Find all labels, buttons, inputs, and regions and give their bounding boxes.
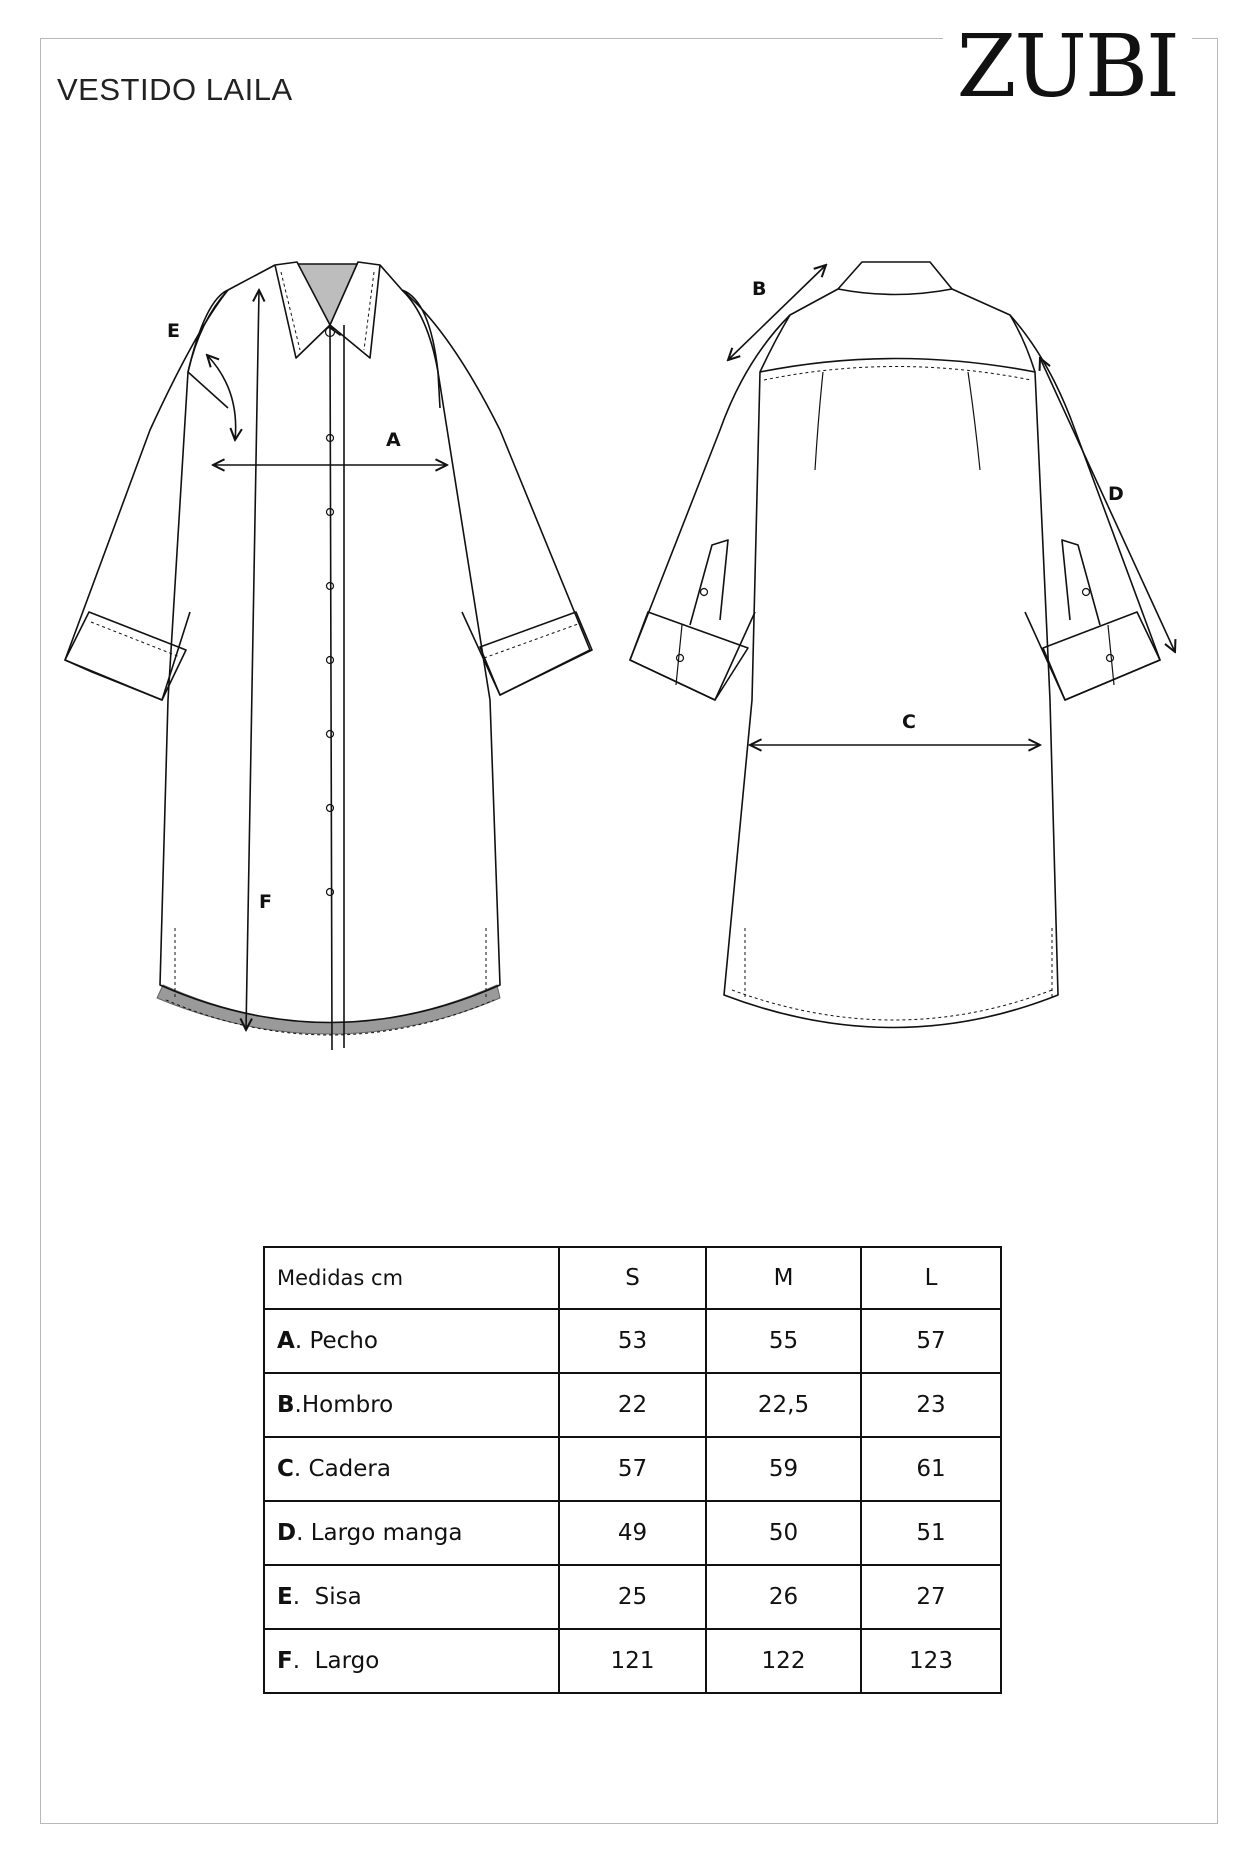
back-left-cuff <box>630 612 748 700</box>
cell-size-m: 26 <box>706 1565 861 1629</box>
cell-size-s: 22 <box>559 1373 706 1437</box>
row-sep: . <box>292 1648 315 1674</box>
cell-size-m: 55 <box>706 1309 861 1373</box>
row-key: F <box>277 1648 293 1674</box>
front-left-sleeve <box>65 290 228 700</box>
cell-size-l: 23 <box>861 1373 1001 1437</box>
cell-size-s: 25 <box>559 1565 706 1629</box>
header-size-l: L <box>861 1247 1001 1309</box>
table-header-row <box>264 1247 1001 1309</box>
measure-letter-a: A <box>386 429 401 451</box>
back-right-placket <box>1062 540 1100 625</box>
back-right-sleeve <box>1010 315 1160 700</box>
row-key: E <box>277 1584 293 1610</box>
row-name: Largo manga <box>310 1520 463 1546</box>
row-key: D <box>277 1520 297 1546</box>
row-label <box>264 1565 559 1629</box>
front-placket <box>330 325 344 1050</box>
size-chart-table <box>263 1246 1002 1694</box>
row-label <box>264 1501 559 1565</box>
measure-letter-d: D <box>1108 483 1124 505</box>
back-left-sleeve <box>630 315 790 700</box>
measure-letter-f: F <box>259 891 272 913</box>
row-sep: . <box>292 1584 315 1610</box>
cell-size-m: 22,5 <box>706 1373 861 1437</box>
measure-letter-c: C <box>902 711 916 733</box>
row-name: Hombro <box>301 1392 394 1418</box>
row-name: Pecho <box>309 1328 378 1354</box>
row-name: Cadera <box>308 1456 391 1482</box>
table-row <box>264 1373 1001 1437</box>
row-sep: . <box>294 1392 302 1418</box>
back-right-cuff <box>1043 612 1160 700</box>
cell-size-l: 57 <box>861 1309 1001 1373</box>
cell-size-l: 51 <box>861 1501 1001 1565</box>
cell-size-m: 50 <box>706 1501 861 1565</box>
back-left-placket <box>690 540 728 625</box>
row-label <box>264 1373 559 1437</box>
row-label <box>264 1309 559 1373</box>
cell-size-s: 121 <box>559 1629 706 1693</box>
front-view <box>65 262 592 1050</box>
row-name: Largo <box>314 1648 380 1674</box>
row-sep: . <box>294 1328 310 1354</box>
cell-size-l: 27 <box>861 1565 1001 1629</box>
cell-size-s: 57 <box>559 1437 706 1501</box>
row-label <box>264 1437 559 1501</box>
product-title: VESTIDO LAILA <box>57 72 293 107</box>
row-key: A <box>277 1328 295 1354</box>
row-label <box>264 1629 559 1693</box>
cell-size-s: 49 <box>559 1501 706 1565</box>
back-yoke <box>760 359 1035 373</box>
front-right-sleeve <box>402 290 590 695</box>
measure-line-d <box>1040 358 1175 652</box>
table-row <box>264 1309 1001 1373</box>
row-sep: . <box>293 1456 309 1482</box>
header-size-m: M <box>706 1247 861 1309</box>
cell-size-l: 61 <box>861 1437 1001 1501</box>
cell-size-m: 122 <box>706 1629 861 1693</box>
table-row <box>264 1501 1001 1565</box>
cell-size-m: 59 <box>706 1437 861 1501</box>
table-row <box>264 1437 1001 1501</box>
measure-line-e <box>207 355 236 440</box>
row-name: Sisa <box>314 1584 362 1610</box>
row-sep: . <box>296 1520 311 1546</box>
table-row <box>264 1565 1001 1629</box>
back-collar <box>838 262 952 295</box>
cell-size-s: 53 <box>559 1309 706 1373</box>
row-key: B <box>277 1392 295 1418</box>
table-row <box>264 1629 1001 1693</box>
measure-line-b <box>728 265 826 360</box>
front-hem-underlay <box>157 985 500 1034</box>
brand-logo: ZUBI <box>943 22 1192 112</box>
front-left-cuff <box>65 612 186 700</box>
row-key: C <box>277 1456 294 1482</box>
cell-size-l: 123 <box>861 1629 1001 1693</box>
header-size-s: S <box>559 1247 706 1309</box>
measure-letter-b: B <box>752 278 767 300</box>
measure-letter-e: E <box>167 320 180 342</box>
header-measures-label: Medidas cm <box>264 1247 559 1309</box>
measure-line-f <box>246 290 259 1030</box>
back-view <box>630 262 1175 1028</box>
back-body-outline <box>724 289 1058 1028</box>
